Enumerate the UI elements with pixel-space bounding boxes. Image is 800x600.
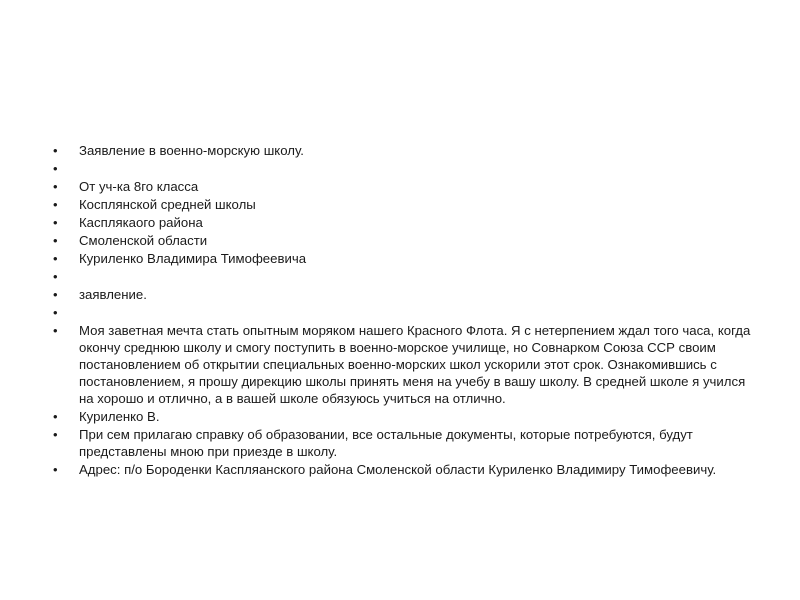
statement-heading: заявление. <box>79 287 147 302</box>
region-line: Смоленской области <box>79 233 208 248</box>
list-item <box>53 160 758 177</box>
letter-bullet-list <box>53 142 758 479</box>
list-item <box>53 214 758 231</box>
list-item <box>53 250 758 267</box>
bullet-icon: • <box>53 143 58 158</box>
list-item <box>53 322 758 407</box>
list-item <box>53 286 758 303</box>
statement-body: Моя заветная мечта стать опытным моряком нашего Красного Флота. Я с нетерпением ждал того часа, когда окончу среднюю школу и смогу поступить в военно-морское училище, но Совнарком Союза ССР своим постановлением об открытии специальных военно-морских школ ускорили этот срок. Ознакомившись с постановлением, я прошу дирекцию школы принять меня на учебу в вашу школу. В средней школе я учился на хорошо и отлично, а в вашей школе обязуюсь учиться на отлично. <box>79 323 751 406</box>
bullet-icon: • <box>53 427 58 442</box>
sender-name-line: Куриленко Владимира Тимофеевича <box>79 251 307 266</box>
list-item <box>53 178 758 195</box>
list-item <box>53 196 758 213</box>
bullet-icon: • <box>53 287 58 302</box>
bullet-icon: • <box>53 197 58 212</box>
letter-title: Заявление в военно-морскую школу. <box>79 143 304 158</box>
bullet-icon: • <box>53 233 58 248</box>
bullet-icon: • <box>53 161 58 176</box>
signature-line: Куриленко В. <box>79 409 160 424</box>
bullet-icon: • <box>53 251 58 266</box>
address-line: Адрес: п/о Бороденки Каспляанского района Смоленской области Куриленко Владимиру Тимофеевичу. <box>79 462 717 477</box>
bullet-icon: • <box>53 323 58 338</box>
list-item <box>53 304 758 321</box>
attachment-note: При сем прилагаю справку об образовании, все остальные документы, которые потребуются, будут представлены мною при приезде в школу. <box>79 427 693 459</box>
school-line: Косплянской средней школы <box>79 197 256 212</box>
district-line: Касплякаого района <box>79 215 203 230</box>
bullet-icon: • <box>53 269 58 284</box>
bullet-icon: • <box>53 409 58 424</box>
list-item <box>53 232 758 249</box>
list-item <box>53 426 758 460</box>
list-item <box>53 461 758 478</box>
sender-line: От уч-ка 8го класса <box>79 179 199 194</box>
bullet-icon: • <box>53 462 58 477</box>
list-item <box>53 142 758 159</box>
bullet-icon: • <box>53 305 58 320</box>
bullet-icon: • <box>53 215 58 230</box>
list-item <box>53 268 758 285</box>
list-item <box>53 408 758 425</box>
bullet-icon: • <box>53 179 58 194</box>
